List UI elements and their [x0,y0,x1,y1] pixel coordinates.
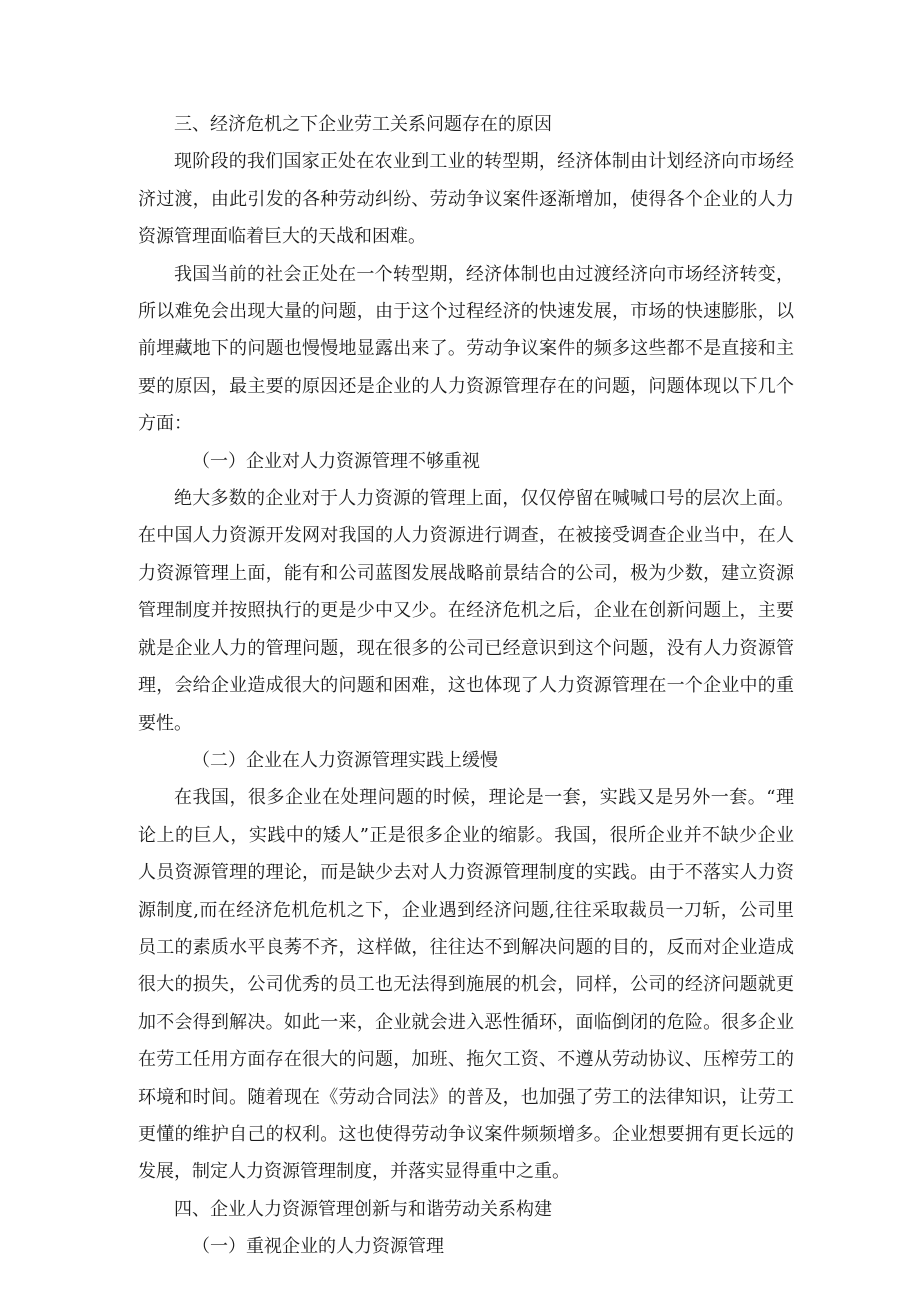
section-3-paragraph-2: 我国当前的社会正处在一个转型期，经济体制也由过渡经济向市场经济转变，所以难免会出现大量的问题，由于这个过程经济的快速发展，市场的快速膨胀，以前埋藏地下的问题也慢慢地显露出来了。劳动争议案件的频多这些都不是直接和主要的原因，最主要的原因还是企业的人力资源管理存在的问题，问题体现以下几个方面： [138,263,794,435]
subsection-1-heading: （一）企业对人力资源管理不够重视 [192,450,480,472]
subsection-2-heading: （二）企业在人力资源管理实践上缓慢 [192,749,498,771]
section-4-heading: 四、企业人力资源管理创新与和谐劳动关系构建 [174,1198,552,1220]
section-3-paragraph-1: 现阶段的我们国家正处在农业到工业的转型期，经济体制由计划经济向市场经济过渡，由此引发的各种劳动纠纷、劳动争议案件逐渐增加，使得各个企业的人力资源管理面临着巨大的天战和困难。 [138,151,794,248]
section-4-subsection-1-heading: （一）重视企业的人力资源管理 [192,1236,444,1258]
section-3-heading: 三、经济危机之下企业劳工关系问题存在的原因 [174,114,552,135]
subsection-2-paragraph: 在我国，很多企业在处理问题的时候，理论是一套，实践又是另外一套。“理论上的巨人，实践中的矮人”正是很多企业的缩影。我国，很所企业并不缺少企业人员资源管理的理论，而是缺少去对人力资源管理制度的实践。由于不落实人力资源制度,而在经济危机危机之下，企业遇到经济问题,往往采取裁员一刀斩，公司里员工的素质水平良莠不齐，这样做，往往达不到解决问题的目的，反而对企业造成很大的损失，公司优秀的员工也无法得到施展的机会，同样，公司的经济问题就更加不会得到解决。如此一来，企业就会进入恶性循环，面临倒闭的危险。很多企业在劳工任用方面存在很大的问题，加班、拖欠工资、不遵从劳动协议、压榨劳工的环境和时间。随着现在《劳动合同法》的普及，也加强了劳工的法律知识，让劳工更懂的维护自己的权利。这也使得劳动争议案件频频增多。企业想要拥有更长远的发展，制定人力资源管理制度，并落实显得重中之重。 [138,787,794,1183]
subsection-1-paragraph: 绝大多数的企业对于人力资源的管理上面，仅仅停留在喊喊口号的层次上面。在中国人力资源开发网对我国的人力资源进行调查，在被接受调查企业当中，在人力资源管理上面，能有和公司蓝图发展战略前景结合的公司，极为少数，建立资源管理制度并按照执行的更是少中又少。在经济危机之后，企业在创新问题上，主要就是企业人力的管理问题，现在很多的公司已经意识到这个问题，没有人力资源管理，会给企业造成很大的问题和困难，这也体现了人力资源管理在一个企业中的重要性。 [138,488,794,734]
document-page [138,106,794,1266]
